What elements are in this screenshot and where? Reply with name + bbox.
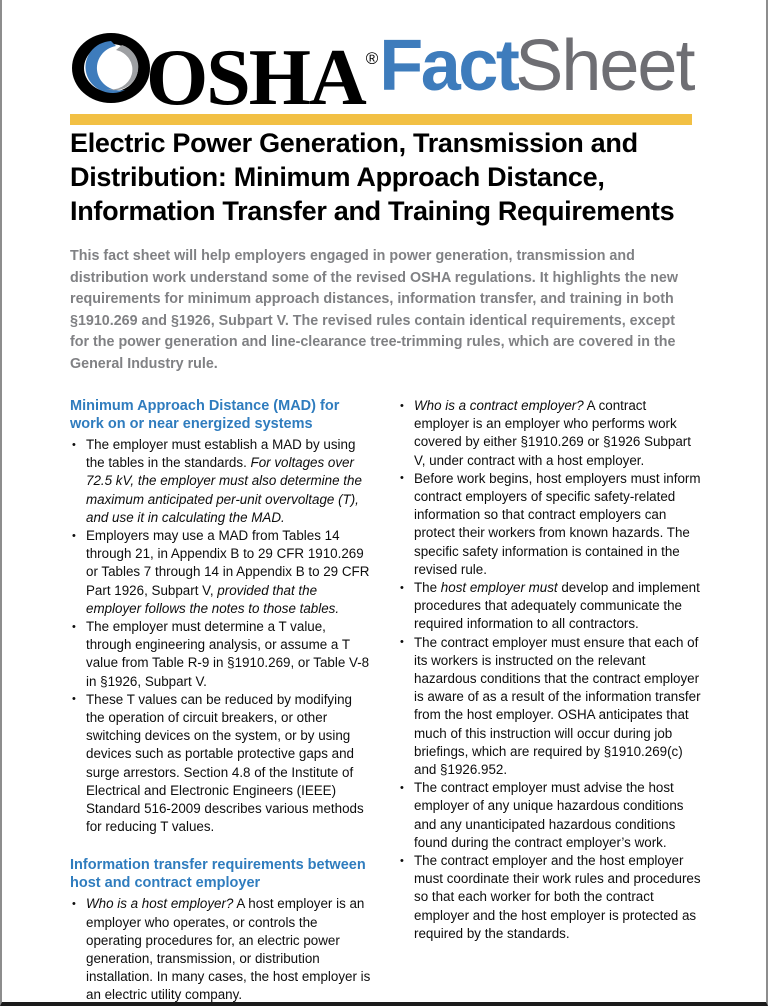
body-text: Before work begins, host employers must inform contract employers of specific safety-related information so that contract employers can protect their workers from known hazards. The specific safety information is contained in the revised rule.	[414, 470, 701, 577]
emphasis-text: provided that the employer follows the notes to those tables.	[86, 582, 340, 616]
list-item	[398, 579, 702, 634]
masthead	[70, 0, 702, 122]
body-text: A host employer is an employer who operates, or controls the operating procedures for, an electric power generation, transmission, or distribution installation. In many cases, the host employer is an electric utility company.	[86, 896, 371, 1003]
body-text: develop and implement procedures that adequately communicate the required information to all contractors.	[414, 580, 700, 632]
list-item	[398, 397, 702, 470]
list-item	[398, 779, 702, 852]
registered-trademark-icon: ®	[365, 49, 377, 68]
left-column	[70, 397, 374, 1005]
sheet-wordmark: Sheet	[515, 26, 694, 106]
body-text: Employers may use a MAD from Tables 14 through 21, in Appendix B to 29 CFR 1910.269 or Tables 7 through 14 in Appendix B to 29 CFR Part 1926, Subpart V,	[86, 528, 370, 598]
osha-fact-sheet-logo	[70, 26, 702, 122]
list-item	[398, 470, 702, 579]
body-text: The contract employer and the host employer must coordinate their work rules and procedures so that each worker for both the contract employer and the host employer is protected as required by the standards.	[414, 853, 701, 941]
emphasis-text: host employer must	[440, 580, 558, 596]
section-heading-mad: Minimum Approach Distance (MAD) for work on or near energized systems	[70, 398, 340, 432]
emphasis-text: Who is a host employer?	[86, 896, 234, 912]
list-item	[70, 436, 374, 527]
list-item	[70, 527, 374, 618]
section-heading-information-transfer: Information transfer requirements between host and contract employer	[70, 857, 366, 892]
bullet-list-contract-employer	[398, 397, 702, 943]
bullet-list-mad	[70, 436, 374, 836]
intro-paragraph: This fact sheet will help employers engaged in power generation, transmission and distribution work understand some of the revised OSHA regulations. It highlights the new requirements for minimum approach distances, information transfer, and training in both §1910.269 and §1926, Subpart V. The revised rules contain identical requirements, except for the power generation and line-clearance tree-trimming rules, which are covered in the General Industry rule.	[70, 248, 678, 372]
page-content	[70, 0, 702, 1005]
osha-swirl-logo-icon	[70, 28, 152, 104]
body-text: The employer must determine a T value, through engineering analysis, or assume a T value from Table R-9 in §1910.269, or Table V-8 in §1926, Subpart V.	[86, 619, 370, 689]
list-item	[398, 634, 702, 780]
body-text: The contract employer must advise the host employer of any unique hazardous conditions and any unanticipated hazardous conditions found during the contract employer’s work.	[414, 780, 684, 850]
osha-letters: OSHA®	[146, 34, 377, 122]
osha-wordmark	[70, 28, 377, 122]
emphasis-text: For voltages over 72.5 kV, the employer must also determine the maximum anticipated per-unit overvoltage (T), and use it in calculating the MAD.	[86, 455, 362, 525]
body-text: The contract employer must ensure that each of its workers is instructed on the relevant hazardous conditions that the contract employer is aware of as a result of the information transfer from the host employer. OSHA anticipates that much of this instruction will occur during job briefings, which are required by §1910.269(c) and §1926.952.	[414, 634, 701, 778]
right-column	[398, 397, 702, 1005]
bullet-list-host-employer	[70, 895, 374, 1004]
list-item	[70, 618, 374, 691]
list-item	[70, 691, 374, 837]
body-text: A contract employer is an employer who performs work covered by either §1910.269 or §1926 Subpart V, under contract with a host employer.	[414, 398, 691, 468]
emphasis-text: Who is a contract employer?	[414, 398, 584, 413]
page-title: Electric Power Generation, Transmission and Distribution: Minimum Approach Distance, Information Transfer and Training Requirements	[70, 128, 675, 226]
fact-wordmark: Fact	[379, 26, 518, 106]
body-text: The employer must establish a MAD by using the tables in the standards.	[86, 437, 356, 471]
body-text: The	[414, 580, 441, 596]
list-item	[398, 852, 702, 943]
body-text: These T values can be reduced by modifying the operation of circuit breakers, or other switching devices on the system, or by using devices such as portable protective gaps and surge arrestors. Section 4.8 of the Institute of Electrical and Electronic Engineers (IEEE) Standard 516-2009 describes various methods for reducing T values.	[86, 691, 364, 835]
body-columns	[70, 397, 702, 1005]
list-item	[70, 895, 374, 1004]
